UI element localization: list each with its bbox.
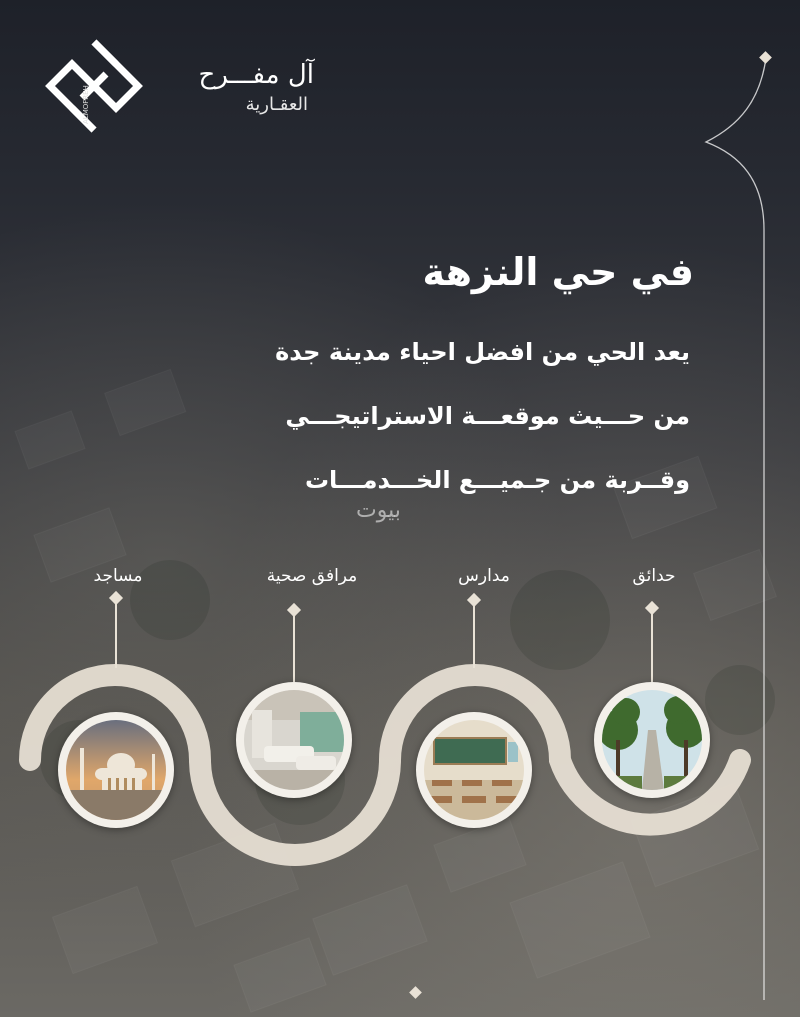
watermark: بيوت — [356, 498, 401, 523]
description-line-2: من حـــيث موقعـــة الاستراتيجـــي — [285, 402, 690, 430]
description-line-3: وقــربة من جـميـــع الخـــدمـــات — [304, 466, 690, 494]
service-label-mosques: مساجد — [93, 566, 143, 586]
description-line-1: يعد الحي من افضل احياء مدينة جدة — [275, 338, 690, 366]
mosque-photo-icon — [66, 720, 166, 820]
hospital-room-photo-icon — [244, 690, 344, 790]
brand-latin-name: ALMOFREH — [82, 85, 90, 124]
park-thumbnail — [594, 682, 710, 798]
brand-logo — [44, 36, 314, 146]
kufic-logo-icon — [44, 36, 144, 136]
service-label-health: مرافق صحية — [266, 566, 358, 586]
park-photo-icon — [602, 690, 702, 790]
classroom-thumbnail — [416, 712, 532, 828]
hospital-thumbnail — [236, 682, 352, 798]
brand-name: آل مفـــرح — [198, 60, 314, 90]
mosque-thumbnail — [58, 712, 174, 828]
headline: في حي النزهة — [422, 250, 694, 294]
classroom-photo-icon — [424, 720, 524, 820]
service-label-schools: مدارس — [458, 566, 510, 586]
brand-subtitle: العقـارية — [245, 94, 308, 115]
service-label-parks: حدائق — [632, 566, 676, 586]
